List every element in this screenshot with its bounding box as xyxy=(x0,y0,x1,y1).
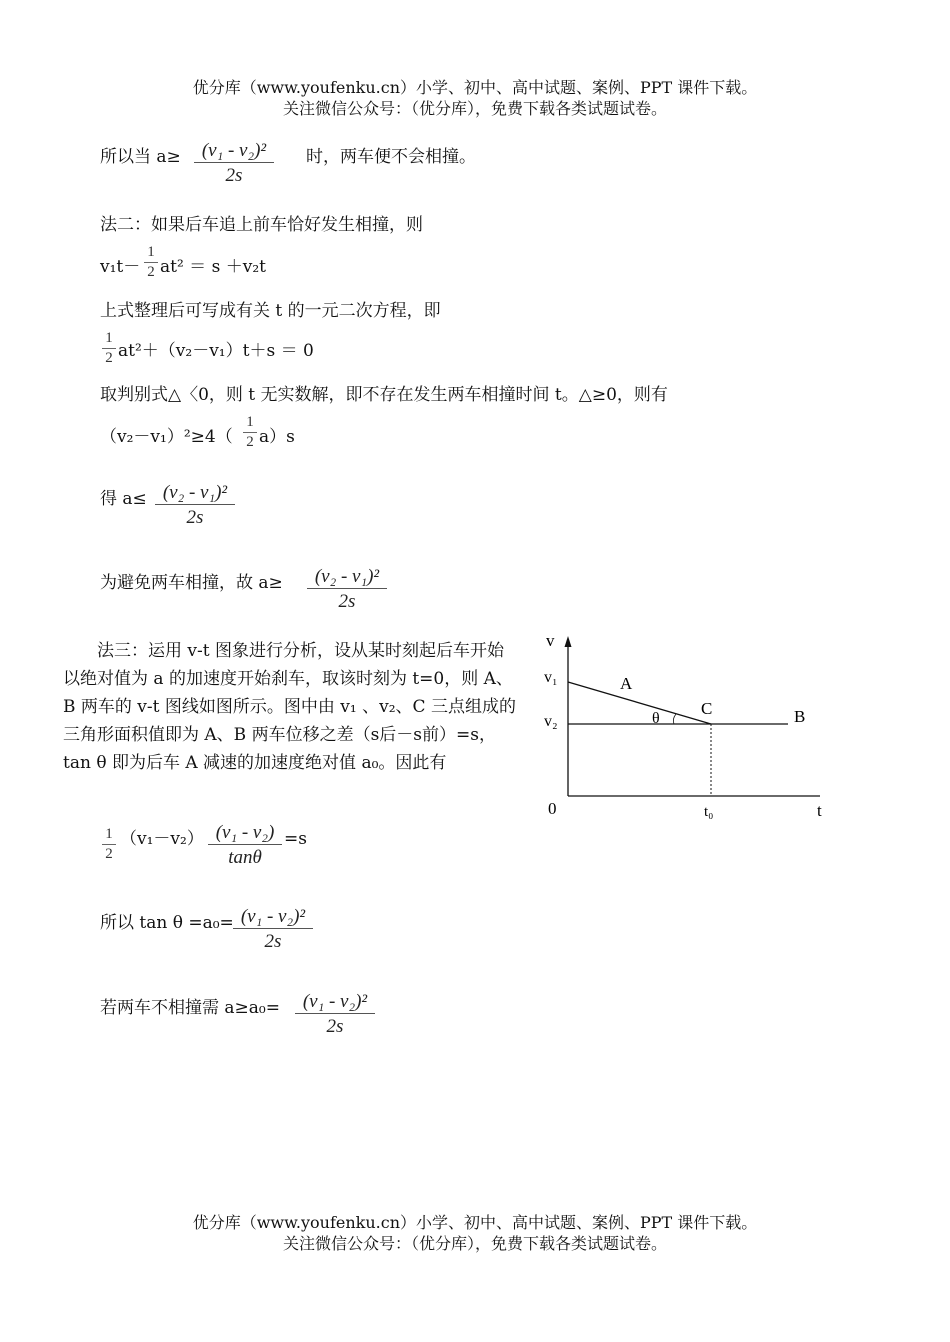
footer-line-1: 优分库（www.youfenku.cn）小学、初中、高中试题、案例、PPT 课件下载。 xyxy=(192,1213,758,1232)
fraction-5-numerator: (v₁ - v₂)² xyxy=(240,906,306,927)
area-part-a: （v₁－v₂） xyxy=(120,829,204,849)
v1-label: v₁ xyxy=(544,669,558,686)
no-collide-prefix: 若两车不相撞需 a≥a₀= xyxy=(100,998,280,1018)
fraction-3 xyxy=(307,566,387,613)
half-2-num: 1 xyxy=(105,330,113,346)
y-axis-label: v xyxy=(546,631,555,650)
half-1-num: 1 xyxy=(147,244,155,260)
inequality-part-b: a）s xyxy=(259,427,295,447)
x-axis-label: t xyxy=(817,801,822,820)
fraction-6 xyxy=(295,991,375,1038)
equation-1-part-b: at² ＝ s ＋v₂t xyxy=(160,257,266,277)
fraction-3-denominator: 2s xyxy=(338,591,356,612)
line-condition-prefix: 所以当 a≥ xyxy=(100,147,181,167)
fraction-5 xyxy=(233,906,313,953)
vt-graph xyxy=(530,620,850,830)
half-fraction-3 xyxy=(243,414,257,451)
avoid-prefix: 为避免两车相撞，故 a≥ xyxy=(100,573,283,593)
half-fraction-4 xyxy=(102,826,116,863)
v2-label: v₂ xyxy=(544,713,558,730)
area-suffix: =s xyxy=(284,829,307,849)
theta-label: θ xyxy=(652,710,660,727)
half-3-num: 1 xyxy=(246,414,254,430)
tan-prefix: 所以 tan θ =a₀= xyxy=(100,913,234,933)
half-fraction-2 xyxy=(102,330,116,367)
method-2-title: 法二：如果后车追上前车恰好发生相撞，则 xyxy=(100,215,423,235)
label-b: B xyxy=(794,707,806,726)
discriminant-line: 取判别式△〈0，则 t 无实数解，即不存在发生两车相撞时间 t。△≥0，则有 xyxy=(100,385,668,405)
fraction-2-numerator: (v₂ - v₁)² xyxy=(162,482,228,503)
half-1-den: 2 xyxy=(147,264,155,280)
method-3-paragraph: 法三：运用 v-t 图象进行分析，设从某时刻起后车开始以绝对值为 a 的加速度开始刹车，取该时刻为 t=0，则 A、B 两车的 v-t 图线如图所示。图中由 v₁ 、v₂、C 三点组成的三角形面积值即为 A、B 两车位移之差（s后－s前）=s，tan θ 即为后车 A 减速的加速度绝对值 a₀。因此有 xyxy=(63,641,516,773)
label-c: C xyxy=(701,699,713,718)
reform-line: 上式整理后可写成有关 t 的一元二次方程，即 xyxy=(100,301,441,321)
fraction-1-denominator: 2s xyxy=(225,165,243,186)
t0-label: t₀ xyxy=(704,804,714,820)
line-a xyxy=(568,682,711,724)
inequality-part-a: （v₂－v₁）²≥4（ xyxy=(100,427,233,447)
line-condition-suffix: 时，两车便不会相撞。 xyxy=(306,147,476,167)
fraction-1-numerator: (v₁ - v₂)² xyxy=(201,140,267,161)
fraction-1 xyxy=(194,140,274,187)
angle-mark xyxy=(673,714,676,724)
label-a: A xyxy=(620,674,633,693)
footer-line-2: 关注微信公众号：（优分库），免费下载各类试题试卷。 xyxy=(282,1234,667,1253)
fraction-4-denominator: tanθ xyxy=(228,847,262,868)
equation-1-part-a: v₁t－ xyxy=(100,257,141,277)
fraction-3-numerator: (v₂ - v₁)² xyxy=(314,566,380,587)
equation-2: at²＋（v₂－v₁）t＋s ＝ 0 xyxy=(118,341,314,361)
header-line-2: 关注微信公众号：（优分库），免费下载各类试题试卷。 xyxy=(282,99,667,118)
result-prefix: 得 a≤ xyxy=(100,489,147,509)
fraction-4-numerator: (v₁ - v₂) xyxy=(215,822,275,843)
y-axis-arrow xyxy=(565,636,572,647)
fraction-6-denominator: 2s xyxy=(326,1016,344,1037)
half-4-num: 1 xyxy=(105,826,113,842)
fraction-5-denominator: 2s xyxy=(264,931,282,952)
fraction-6-numerator: (v₁ - v₂)² xyxy=(302,991,368,1012)
header-line-1: 优分库（www.youfenku.cn）小学、初中、高中试题、案例、PPT 课件下载。 xyxy=(192,78,758,97)
half-fraction-1 xyxy=(144,244,158,281)
origin-label: 0 xyxy=(548,799,557,818)
half-3-den: 2 xyxy=(246,434,254,450)
fraction-2-denominator: 2s xyxy=(186,507,204,528)
fraction-4 xyxy=(208,822,282,869)
half-2-den: 2 xyxy=(105,350,113,366)
fraction-2 xyxy=(155,482,235,529)
half-4-den: 2 xyxy=(105,846,113,862)
